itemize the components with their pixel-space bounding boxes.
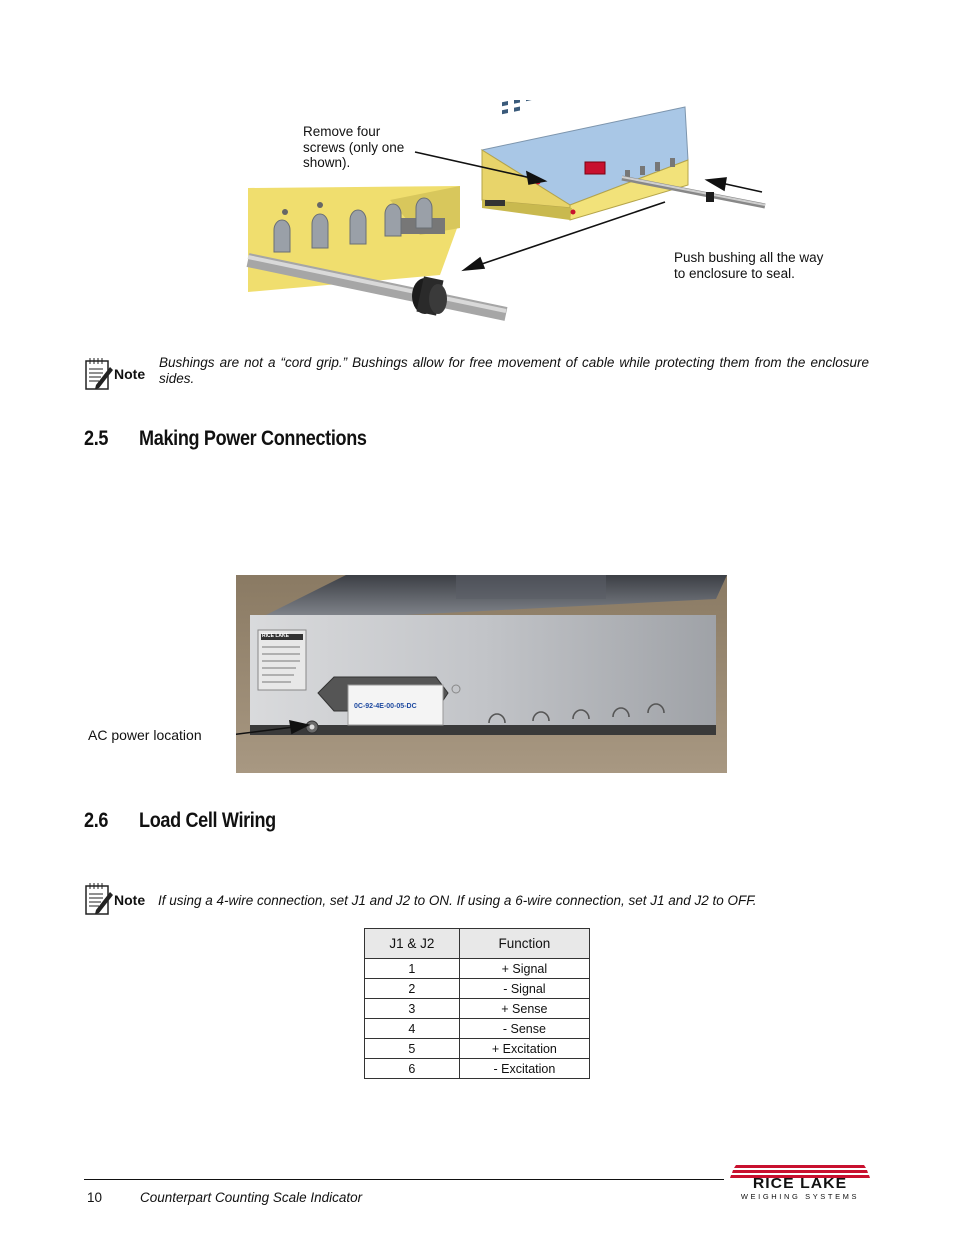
enclosure-photo bbox=[236, 575, 727, 773]
table-cell-function: + Excitation bbox=[459, 1039, 589, 1059]
load-cell-wiring-table bbox=[364, 928, 590, 1079]
section-heading-2-6 bbox=[84, 809, 445, 833]
table-row bbox=[365, 1019, 590, 1039]
table-header-row bbox=[365, 929, 590, 959]
enclosure-body bbox=[482, 100, 765, 220]
table-cell-pin: 2 bbox=[365, 979, 460, 999]
footer-page-number: 10 bbox=[87, 1190, 103, 1205]
table-cell-pin: 3 bbox=[365, 999, 460, 1019]
note-text-jumpers: If using a 4-wire connection, set J1 and J2 to ON. If using a 6-wire connection, set J1 and J2 to OFF. bbox=[158, 893, 757, 908]
section-title: Making Power Connections bbox=[139, 427, 367, 450]
callout-remove-screws: Remove four screws (only one shown). bbox=[303, 124, 405, 170]
table-cell-pin: 6 bbox=[365, 1059, 460, 1079]
table-cell-function: - Signal bbox=[459, 979, 589, 999]
table-row bbox=[365, 979, 590, 999]
table-row bbox=[365, 999, 590, 1019]
section-title: Load Cell Wiring bbox=[139, 809, 276, 832]
table-header-j1-j2: J1 & J2 bbox=[365, 929, 460, 959]
table-cell-function: - Sense bbox=[459, 1019, 589, 1039]
section-number: 2.5 bbox=[84, 427, 109, 450]
table-cell-pin: 5 bbox=[365, 1039, 460, 1059]
closeup-inset bbox=[248, 186, 506, 320]
table-header-function: Function bbox=[459, 929, 589, 959]
bushing bbox=[412, 276, 447, 315]
note-label: Note bbox=[114, 892, 146, 908]
footer-rule bbox=[84, 1179, 724, 1180]
footer-document-title: Counterpart Counting Scale Indicator bbox=[140, 1190, 363, 1205]
table-row bbox=[365, 1039, 590, 1059]
logo-subtitle: WEIGHING SYSTEMS bbox=[740, 1192, 860, 1201]
rice-lake-logo bbox=[730, 1165, 870, 1205]
table-cell-function: + Sense bbox=[459, 999, 589, 1019]
table-row bbox=[365, 959, 590, 979]
table-cell-function: + Signal bbox=[459, 959, 589, 979]
callout-ac-power: AC power location bbox=[88, 727, 202, 743]
photo-brand-label: RICE LAKE bbox=[262, 633, 289, 639]
photo-ac-power bbox=[236, 575, 727, 773]
table-cell-function: - Excitation bbox=[459, 1059, 589, 1079]
table-row bbox=[365, 1059, 590, 1079]
table-cell-pin: 4 bbox=[365, 1019, 460, 1039]
section-heading-2-5 bbox=[84, 427, 445, 451]
logo-wordmark: RICE LAKE bbox=[752, 1175, 848, 1192]
section-number: 2.6 bbox=[84, 809, 109, 832]
note-text-bushings: Bushings are not a “cord grip.” Bushings allow for free movement of cable while protecting them from the enclosure sides. bbox=[159, 355, 869, 386]
photo-mac-label: 0C-92-4E-00-05-DC bbox=[354, 703, 417, 710]
table-cell-pin: 1 bbox=[365, 959, 460, 979]
callout-push-bushing: Push bushing all the way to enclosure to seal. bbox=[674, 250, 824, 281]
note-label: Note bbox=[114, 366, 146, 382]
